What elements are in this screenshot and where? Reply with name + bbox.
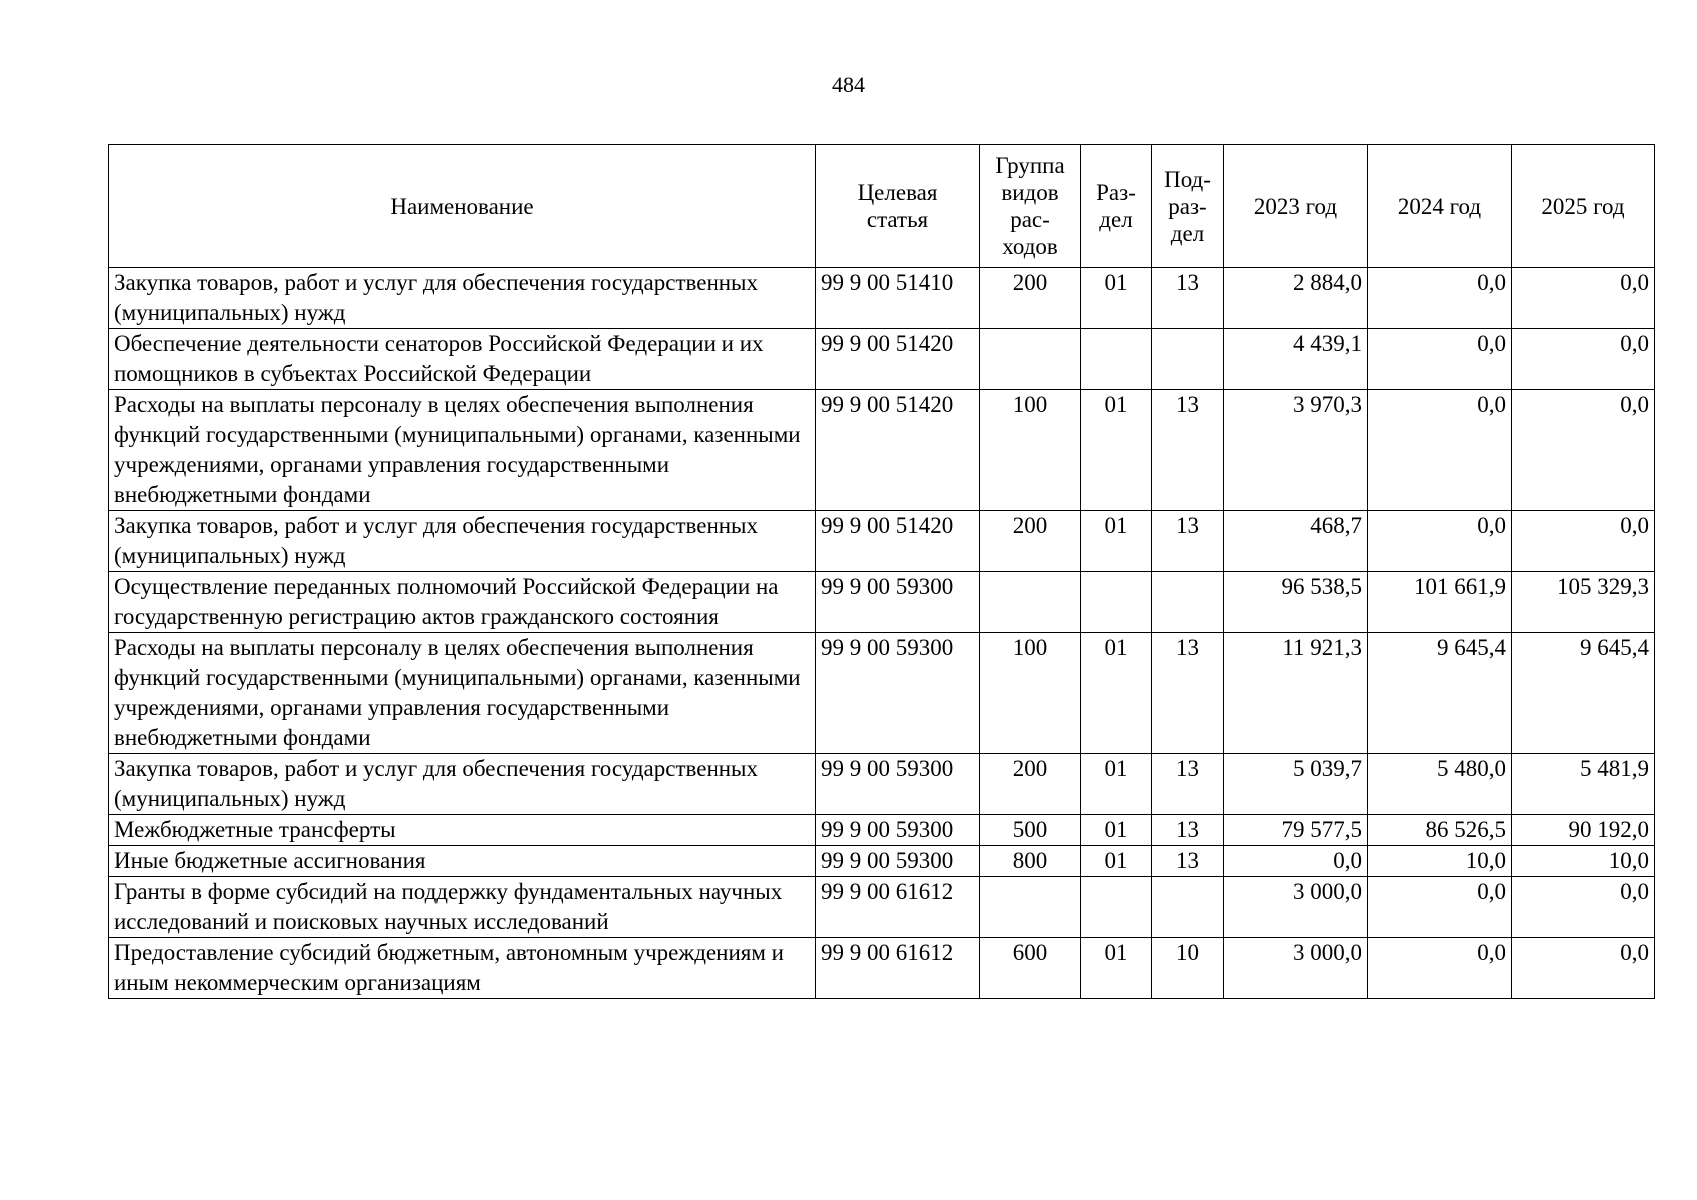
row-subsection: 13	[1152, 511, 1224, 572]
row-value-2024: 0,0	[1368, 877, 1512, 938]
row-value-2023: 0,0	[1224, 846, 1368, 877]
table-row	[109, 938, 1655, 999]
row-target-article: 99 9 00 59300	[816, 846, 980, 877]
row-value-2023: 4 439,1	[1224, 329, 1368, 390]
page-number: 484	[832, 72, 865, 97]
row-value-2024: 0,0	[1368, 390, 1512, 511]
row-subsection: 13	[1152, 754, 1224, 815]
row-subsection	[1152, 572, 1224, 633]
row-subsection: 13	[1152, 846, 1224, 877]
row-expense-group	[980, 329, 1081, 390]
table-row	[109, 815, 1655, 846]
header-expense-group: Группа видов рас-ходов	[980, 145, 1081, 268]
row-expense-group: 200	[980, 754, 1081, 815]
row-section: 01	[1081, 511, 1152, 572]
row-target-article: 99 9 00 59300	[816, 633, 980, 754]
row-value-2025: 90 192,0	[1512, 815, 1655, 846]
row-name: Иные бюджетные ассигнования	[109, 846, 816, 877]
table-row	[109, 754, 1655, 815]
table-row	[109, 572, 1655, 633]
row-value-2025: 5 481,9	[1512, 754, 1655, 815]
table-header-row	[109, 145, 1655, 268]
row-value-2025: 0,0	[1512, 938, 1655, 999]
row-name: Гранты в форме субсидий на поддержку фундаментальных научных исследований и поисковых научных исследований	[109, 877, 816, 938]
row-expense-group: 200	[980, 268, 1081, 329]
row-value-2025: 9 645,4	[1512, 633, 1655, 754]
row-expense-group: 500	[980, 815, 1081, 846]
table-row	[109, 877, 1655, 938]
row-section	[1081, 329, 1152, 390]
row-value-2024: 101 661,9	[1368, 572, 1512, 633]
table-row	[109, 390, 1655, 511]
row-value-2023: 468,7	[1224, 511, 1368, 572]
row-expense-group: 800	[980, 846, 1081, 877]
row-target-article: 99 9 00 59300	[816, 815, 980, 846]
row-value-2025: 10,0	[1512, 846, 1655, 877]
row-subsection	[1152, 329, 1224, 390]
row-value-2024: 10,0	[1368, 846, 1512, 877]
row-value-2025: 0,0	[1512, 877, 1655, 938]
row-value-2025: 0,0	[1512, 268, 1655, 329]
header-year-2025: 2025 год	[1512, 145, 1655, 268]
row-section: 01	[1081, 633, 1152, 754]
row-value-2023: 3 000,0	[1224, 938, 1368, 999]
row-value-2025: 105 329,3	[1512, 572, 1655, 633]
row-section: 01	[1081, 754, 1152, 815]
row-expense-group	[980, 572, 1081, 633]
row-target-article: 99 9 00 51420	[816, 329, 980, 390]
row-target-article: 99 9 00 51410	[816, 268, 980, 329]
header-name: Наименование	[109, 145, 816, 268]
row-subsection: 13	[1152, 633, 1224, 754]
row-name: Предоставление субсидий бюджетным, автономным учреждениям и иным некоммерческим организациям	[109, 938, 816, 999]
row-subsection	[1152, 877, 1224, 938]
row-section	[1081, 877, 1152, 938]
row-name: Осуществление переданных полномочий Российской Федерации на государственную регистрацию актов гражданского состояния	[109, 572, 816, 633]
table-row	[109, 633, 1655, 754]
row-target-article: 99 9 00 59300	[816, 572, 980, 633]
row-value-2024: 86 526,5	[1368, 815, 1512, 846]
header-section: Раз-дел	[1081, 145, 1152, 268]
row-name: Расходы на выплаты персоналу в целях обеспечения выполнения функций государственными (муниципальными) органами, казенными учреждениями, органами управления государственными внебюджетными фондами	[109, 633, 816, 754]
row-value-2024: 0,0	[1368, 938, 1512, 999]
row-value-2024: 0,0	[1368, 511, 1512, 572]
table-row	[109, 329, 1655, 390]
table-row	[109, 268, 1655, 329]
row-value-2023: 79 577,5	[1224, 815, 1368, 846]
row-value-2023: 2 884,0	[1224, 268, 1368, 329]
row-expense-group: 200	[980, 511, 1081, 572]
row-subsection: 13	[1152, 815, 1224, 846]
row-value-2023: 11 921,3	[1224, 633, 1368, 754]
row-value-2024: 0,0	[1368, 268, 1512, 329]
row-name: Закупка товаров, работ и услуг для обеспечения государственных (муниципальных) нужд	[109, 754, 816, 815]
budget-table	[108, 144, 1655, 999]
row-expense-group: 100	[980, 390, 1081, 511]
row-value-2023: 96 538,5	[1224, 572, 1368, 633]
header-year-2024: 2024 год	[1368, 145, 1512, 268]
row-target-article: 99 9 00 51420	[816, 390, 980, 511]
row-section: 01	[1081, 268, 1152, 329]
row-expense-group: 600	[980, 938, 1081, 999]
row-section	[1081, 572, 1152, 633]
row-name: Закупка товаров, работ и услуг для обеспечения государственных (муниципальных) нужд	[109, 511, 816, 572]
row-target-article: 99 9 00 61612	[816, 938, 980, 999]
row-value-2024: 5 480,0	[1368, 754, 1512, 815]
row-section: 01	[1081, 846, 1152, 877]
row-expense-group: 100	[980, 633, 1081, 754]
row-expense-group	[980, 877, 1081, 938]
row-section: 01	[1081, 938, 1152, 999]
row-name: Обеспечение деятельности сенаторов Российской Федерации и их помощников в субъектах Российской Федерации	[109, 329, 816, 390]
row-name: Расходы на выплаты персоналу в целях обеспечения выполнения функций государственными (муниципальными) органами, казенными учреждениями, органами управления государственными внебюджетными фондами	[109, 390, 816, 511]
row-name: Межбюджетные трансферты	[109, 815, 816, 846]
row-value-2023: 3 970,3	[1224, 390, 1368, 511]
header-year-2023: 2023 год	[1224, 145, 1368, 268]
row-name: Закупка товаров, работ и услуг для обеспечения государственных (муниципальных) нужд	[109, 268, 816, 329]
row-value-2023: 3 000,0	[1224, 877, 1368, 938]
row-section: 01	[1081, 390, 1152, 511]
table-row	[109, 511, 1655, 572]
row-section: 01	[1081, 815, 1152, 846]
header-target-article: Целевая статья	[816, 145, 980, 268]
row-value-2025: 0,0	[1512, 390, 1655, 511]
header-subsection: Под-раз-дел	[1152, 145, 1224, 268]
row-target-article: 99 9 00 59300	[816, 754, 980, 815]
row-value-2024: 0,0	[1368, 329, 1512, 390]
table-row	[109, 846, 1655, 877]
row-target-article: 99 9 00 61612	[816, 877, 980, 938]
row-target-article: 99 9 00 51420	[816, 511, 980, 572]
row-value-2025: 0,0	[1512, 511, 1655, 572]
row-value-2023: 5 039,7	[1224, 754, 1368, 815]
row-subsection: 13	[1152, 268, 1224, 329]
row-subsection: 13	[1152, 390, 1224, 511]
row-subsection: 10	[1152, 938, 1224, 999]
row-value-2024: 9 645,4	[1368, 633, 1512, 754]
row-value-2025: 0,0	[1512, 329, 1655, 390]
